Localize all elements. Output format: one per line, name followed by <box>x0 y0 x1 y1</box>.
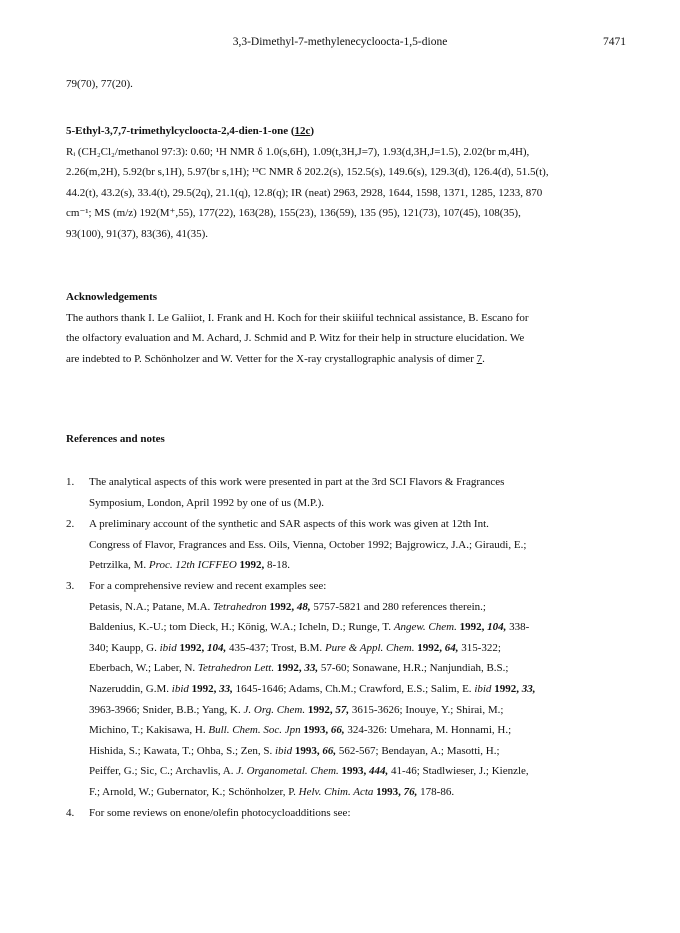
ref-3-line-9 <box>89 741 614 762</box>
ack-line-2: the olfactory evaluation and M. Achard, J. Schmid and P. Witz for their help in structure elucidation. We <box>66 332 525 344</box>
ref-2-line-3 <box>89 555 614 576</box>
ref-2-line-2: Congress of Flavor, Fragrances and Ess. Oils, Vienna, October 1992; Bajgrowicz, J.A.; Giraudi, E.; <box>89 538 527 551</box>
ref-text: 315-322; <box>458 641 501 654</box>
ref-volume: 444, <box>369 765 389 778</box>
ref-year: 1993, <box>292 744 323 757</box>
ref-text: Peiffer, G.; Sic, C.; Archavlis, A. <box>89 765 237 778</box>
ref-text: Michino, T.; Kakisawa, H. <box>89 724 209 737</box>
ref-text: 57-60; Sonawane, H.R.; Nanjundiah, B.S.; <box>318 662 509 675</box>
ref-journal: Tetrahedron <box>213 600 267 613</box>
ref-journal: Tetrahedron Lett. <box>197 662 275 675</box>
ref-journal: Proc. 12th ICFFEO <box>148 559 237 572</box>
ref-year: 1992, <box>266 600 297 613</box>
acknowledgements-section <box>66 287 614 369</box>
ref-journal: J. Organometal. Chem. <box>236 765 339 778</box>
ref-year: 1992, <box>188 682 220 695</box>
ref-number: 3. <box>66 580 75 592</box>
ref-volume: 66, <box>322 744 337 757</box>
ref-volume: 33, <box>219 682 233 695</box>
ack-line-1: The authors thank I. Le Galiiot, I. Frank and H. Koch for their skiiiful technical assistance, B. Escano for <box>66 311 529 324</box>
ref-volume: 48, <box>296 600 311 613</box>
compound-data-line-2: 2.26(m,2H), 5.92(br s,1H), 5.97(br s,1H); ¹³C NMR δ 202.2(s), 152.5(s), 149.6(s), 129.3(d), 126.4(d), 51.5(t), <box>66 166 549 178</box>
ref-number: 1. <box>66 476 75 488</box>
ref-number: 4. <box>66 807 75 819</box>
ref-journal: ibid <box>171 682 189 695</box>
ref-text: Petrzilka, M. <box>89 559 149 572</box>
ref-3-line-3 <box>89 617 614 638</box>
ref-volume: 33, <box>521 682 536 695</box>
ref-2-line-1: A preliminary account of the synthetic and SAR aspects of this work was given at 12th Int. <box>89 518 489 530</box>
compound-label-open: ( <box>290 125 295 137</box>
reference-3 <box>66 576 614 803</box>
references-heading-block <box>66 429 614 450</box>
ref-text: 435-437; Trost, B.M. <box>226 641 325 654</box>
ref-number: 2. <box>66 518 75 530</box>
ref-text: 324-326: Umehara, M. Honnami, H.; <box>344 724 512 737</box>
compound-12c-data <box>66 121 614 244</box>
ref-pages: 8-18. <box>264 559 290 572</box>
ack-line-3-text: are indebted to P. Schönholzer and W. Vetter for the X-ray crystallographic analysis of dimer <box>66 352 477 365</box>
ref-3-line-7 <box>89 700 614 721</box>
ack-line-3 <box>66 349 614 370</box>
ref-volume: 66, <box>330 724 345 737</box>
ref-volume: 64, <box>444 641 459 654</box>
ref-year: 1992, <box>239 559 265 572</box>
ref-journal: ibid <box>274 744 293 757</box>
ref-text: 178-86. <box>417 785 455 798</box>
ref-4-line-1: For some reviews on enone/olefin photocycloadditions see: <box>89 807 351 819</box>
ref-year: 1992, <box>305 703 336 716</box>
ref-3-line-8 <box>89 720 614 741</box>
ref-year: 1992, <box>414 641 445 654</box>
compound-data-line-1: Rᵢ (CH₂Cl₂/methanol 97:3): 0.60; ¹H NMR δ 1.0(s,6H), 1.09(t,3H,J=7), 1.93(d,3H,J=1.5), 2.02(br m,4H), <box>66 145 530 158</box>
ref-journal: Pure & Appl. Chem. <box>324 641 415 654</box>
ref-year: 1992, <box>176 641 207 654</box>
page-header <box>0 36 680 52</box>
ref-text: Petasis, N.A.; Patane, M.A. <box>89 600 214 613</box>
ref-3-line-1: For a comprehensive review and recent examples see: <box>89 580 327 592</box>
ref-journal: J. Org. Chem. <box>243 703 306 716</box>
ref-volume: 57, <box>335 703 350 716</box>
ref-text: 41-46; Stadlwieser, J.; Kienzle, <box>388 765 529 778</box>
compound-data-line-4: cm⁻¹; MS (m/z) 192(M⁺,55), 177(22), 163(28), 155(23), 136(59), 135 (95), 121(73), 107(45), 108(35), <box>66 207 521 219</box>
ref-journal: ibid <box>474 682 492 695</box>
ref-3-line-6 <box>89 679 614 700</box>
dimer-label: 7 <box>476 352 483 365</box>
ref-text: 3963-3966; Snider, B.B.; Yang, K. <box>89 703 244 716</box>
compound-name: 5-Ethyl-3,7,7-trimethylcycloocta-2,4-dien-1-one <box>66 125 289 137</box>
compound-data-line-3: 44.2(t), 43.2(s), 33.4(t), 29.5(2q), 21.1(q), 12.8(q); IR (neat) 2963, 2928, 1644, 1598, 1371, 1285, 1233, 870 <box>66 186 543 199</box>
ref-text: 340; Kaupp, G. <box>89 641 160 654</box>
ref-year: 1993, <box>300 724 331 737</box>
ref-text: Hishida, S.; Kawata, T.; Ohba, S.; Zen, S. <box>89 744 275 757</box>
ref-year: 1993, <box>338 765 370 778</box>
compound-label: 12c <box>294 125 311 137</box>
reference-1 <box>66 472 614 513</box>
ref-text: Eberbach, W.; Laber, N. <box>89 662 198 675</box>
ref-3-line-4 <box>89 638 614 659</box>
page-number: 7471 <box>603 36 626 48</box>
ref-year: 1992, <box>274 662 305 675</box>
compound-title <box>66 121 614 142</box>
reference-4 <box>66 803 614 824</box>
compound-data-line-5: 93(100), 91(37), 83(36), 41(35). <box>66 227 209 240</box>
mass-spec-continuation <box>66 74 614 95</box>
mass-spec-text: 79(70), 77(20). <box>66 78 133 90</box>
ref-3-line-5 <box>89 658 614 679</box>
ref-year: 1993, <box>373 785 404 798</box>
ref-journal: ibid <box>159 641 177 654</box>
ref-journal: Angew. Chem. <box>393 621 457 634</box>
acknowledgements-heading: Acknowledgements <box>66 291 158 303</box>
ref-1-line-1: The analytical aspects of this work were presented in part at the 3rd SCI Flavors & Fragrances <box>89 476 505 488</box>
ref-text: 5757-5821 and 280 references therein.; <box>310 600 486 613</box>
ref-year: 1992, <box>456 621 488 634</box>
ref-text: 338- <box>506 621 530 634</box>
ref-journal: Bull. Chem. Soc. Jpn <box>208 724 301 737</box>
ref-1-line-2: Symposium, London, April 1992 by one of us (M.P.). <box>89 496 324 509</box>
ref-volume: 104, <box>206 641 227 654</box>
ref-volume: 104, <box>487 621 507 634</box>
ref-3-line-2 <box>89 597 614 618</box>
ref-journal: Helv. Chim. Acta <box>298 785 374 798</box>
ref-text: Baldenius, K.-U.; tom Dieck, H.; König, W.A.; Icheln, D.; Runge, T. <box>89 621 394 634</box>
ref-volume: 33, <box>304 662 319 675</box>
reference-2 <box>66 514 614 576</box>
ref-year: 1992, <box>491 682 522 695</box>
running-title: 3,3-Dimethyl-7-methylenecycloocta-1,5-dione <box>232 36 448 48</box>
references-heading: References and notes <box>66 433 165 445</box>
ref-text: F.; Arnold, W.; Gubernator, K.; Schönholzer, P. <box>89 785 299 798</box>
ref-text: Nazeruddin, G.M. <box>89 682 172 695</box>
ref-text: 562-567; Bendayan, A.; Masotti, H.; <box>336 744 500 757</box>
ack-end-period: . <box>482 352 485 365</box>
ref-3-line-11 <box>89 782 614 803</box>
ref-text: 1645-1646; Adams, Ch.M.; Crawford, E.S.; Salim, E. <box>232 682 475 695</box>
ref-text: 3615-3626; Inouye, Y.; Shirai, M.; <box>349 703 504 716</box>
ref-3-line-10 <box>89 761 614 782</box>
compound-label-close: ) <box>310 125 315 137</box>
ref-volume: 76, <box>403 785 418 798</box>
